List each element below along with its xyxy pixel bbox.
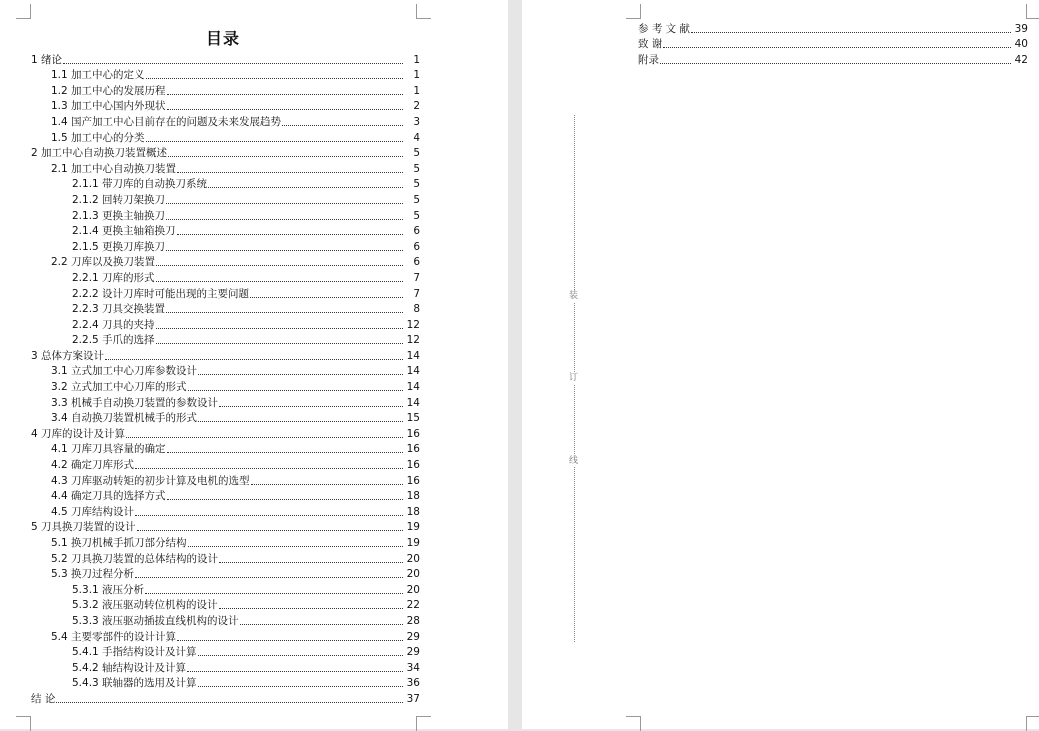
toc-entry[interactable] [638, 51, 1028, 67]
toc-entry-page-number: 14 [406, 349, 420, 362]
crop-mark-top-left [16, 4, 31, 19]
toc-entry-page-number: 37 [406, 692, 420, 705]
toc-entry-page-number: 1 [413, 69, 420, 82]
toc-entry[interactable] [0, 581, 420, 597]
dot-leader [156, 343, 403, 344]
toc-entry-label: 5.2 刀具换刀装置的总体结构的设计 [51, 552, 219, 565]
toc-entry[interactable] [0, 254, 420, 270]
toc-entry[interactable] [0, 347, 420, 363]
toc-entry-page-number: 15 [406, 412, 420, 425]
toc-entry[interactable] [0, 425, 420, 441]
toc-entry-page-number: 1 [413, 84, 420, 97]
dot-leader [105, 359, 403, 360]
toc-entry[interactable] [0, 301, 420, 317]
toc-entry[interactable] [0, 51, 420, 67]
toc-entry-page-number: 2 [413, 100, 420, 113]
dot-leader [198, 655, 403, 656]
toc-entry-label: 2 加工中心自动换刀装置概述 [31, 147, 168, 160]
toc-entry-label: 2.1.4 更换主轴箱换刀 [72, 225, 176, 238]
toc-entry-page-number: 16 [406, 443, 420, 456]
dot-leader [167, 452, 403, 453]
dot-leader [137, 530, 403, 531]
dot-leader [177, 640, 403, 641]
toc-entry[interactable] [0, 82, 420, 98]
left-page [0, 0, 508, 729]
dot-leader [156, 265, 403, 266]
toc-entry[interactable] [0, 145, 420, 161]
toc-entry-label: 2.1.2 回转刀架换刀 [72, 193, 166, 206]
toc-entry-label: 结 论 [31, 692, 56, 705]
toc-entry-page-number: 42 [1014, 53, 1028, 66]
toc-entry-label: 5.4 主要零部件的设计计算 [51, 630, 177, 643]
toc-entry[interactable] [0, 363, 420, 379]
toc-entry-page-number: 20 [406, 583, 420, 596]
toc-entry[interactable] [0, 472, 420, 488]
toc-entry[interactable] [0, 191, 420, 207]
toc-entry[interactable] [0, 456, 420, 472]
toc-entry-label: 4.5 刀库结构设计 [51, 505, 135, 518]
binding-mark-ding: 订 [569, 373, 579, 383]
toc-entry-label: 4.3 刀库驱动转矩的初步计算及电机的选型 [51, 474, 250, 487]
toc-entry-page-number: 12 [406, 318, 420, 331]
dot-leader [146, 141, 403, 142]
toc-entry-label: 1.1 加工中心的定义 [51, 69, 145, 82]
toc-entry-page-number: 22 [406, 599, 420, 612]
toc-entry[interactable] [0, 410, 420, 426]
toc-entry-page-number: 34 [406, 661, 420, 674]
toc-entry-page-number: 20 [406, 568, 420, 581]
toc-entry-label: 5.1 换刀机械手抓刀部分结构 [51, 537, 187, 549]
dot-leader [188, 390, 403, 391]
toc-entry[interactable] [0, 98, 420, 114]
toc-list-continued [638, 20, 1028, 67]
toc-entry-label: 1.4 国产加工中心目前存在的问题及未来发展趋势 [51, 115, 282, 128]
dot-leader [56, 702, 403, 703]
toc-entry-label: 5.3.2 液压驱动转位机构的设计 [72, 599, 218, 612]
toc-entry-page-number: 14 [406, 396, 420, 409]
dot-leader [208, 187, 403, 188]
toc-entry-label: 2.2.3 刀具交换装置 [72, 303, 166, 316]
toc-entry-label: 5.3 换刀过程分析 [51, 568, 135, 581]
toc-entry-page-number: 18 [406, 505, 420, 518]
dot-leader [198, 374, 403, 375]
dot-leader [663, 47, 1011, 48]
toc-entry-page-number: 5 [413, 178, 420, 191]
toc-entry[interactable] [638, 36, 1028, 52]
crop-mark-top-right [416, 4, 431, 19]
toc-entry-page-number: 4 [413, 131, 420, 144]
toc-entry-label: 4.1 刀库刀具容量的确定 [51, 443, 166, 456]
toc-entry[interactable] [0, 503, 420, 519]
toc-entry[interactable] [0, 207, 420, 223]
toc-entry-label: 3 总体方案设计 [31, 349, 105, 362]
toc-entry[interactable] [0, 628, 420, 644]
toc-entry[interactable] [0, 285, 420, 301]
toc-entry[interactable] [0, 269, 420, 285]
dot-leader [156, 281, 403, 282]
toc-entry-label: 5.3.3 液压驱动插拔直线机构的设计 [72, 614, 239, 627]
toc-entry-label: 2.2.5 手爪的选择 [72, 334, 155, 347]
dot-leader [251, 484, 403, 485]
toc-entry-page-number: 18 [406, 490, 420, 503]
dot-leader [135, 515, 403, 516]
dot-leader [177, 234, 403, 235]
toc-entry-page-number: 6 [413, 256, 420, 269]
dot-leader [135, 468, 403, 469]
toc-entry-label: 5.3.1 液压分析 [72, 583, 145, 596]
dot-leader [198, 421, 403, 422]
toc-entry-label: 1.5 加工中心的分类 [51, 131, 145, 144]
toc-entry[interactable] [0, 488, 420, 504]
dot-leader [167, 499, 403, 500]
toc-entry[interactable] [0, 675, 420, 691]
toc-entry-page-number: 16 [406, 427, 420, 440]
toc-entry-page-number: 19 [406, 521, 420, 534]
dot-leader [166, 219, 403, 220]
dot-leader [660, 63, 1011, 64]
toc-entry[interactable] [0, 597, 420, 613]
toc-entry-page-number: 29 [406, 646, 420, 659]
toc-entry-label: 1.2 加工中心的发展历程 [51, 84, 166, 97]
toc-entry-page-number: 19 [406, 537, 420, 549]
dot-leader [187, 671, 403, 672]
toc-entry[interactable] [0, 659, 420, 675]
toc-entry-label: 2.2 刀库以及换刀装置 [51, 256, 156, 269]
toc-entry-page-number: 5 [413, 162, 420, 175]
toc-entry-label: 3.2 立式加工中心刀库的形式 [51, 381, 187, 394]
dot-leader [126, 437, 403, 438]
binding-mark-zhuang: 装 [569, 291, 579, 301]
toc-entry-label: 2.1.3 更换主轴换刀 [72, 209, 166, 222]
toc-entry-label: 致 谢 [638, 38, 663, 51]
dot-leader [166, 312, 403, 313]
binding-mark-xian: 线 [569, 456, 579, 466]
toc-entry-label: 5.4.2 轴结构设计及计算 [72, 661, 187, 674]
toc-entry[interactable] [0, 550, 420, 566]
toc-entry-page-number: 39 [1014, 22, 1028, 35]
toc-entry-page-number: 1 [413, 53, 420, 66]
toc-entry-label: 2.2.1 刀库的形式 [72, 271, 155, 284]
dot-leader [156, 328, 403, 329]
toc-entry[interactable] [0, 176, 420, 192]
dot-leader [167, 109, 403, 110]
toc-entry-page-number: 29 [406, 630, 420, 643]
toc-entry-label: 3.1 立式加工中心刀库参数设计 [51, 365, 198, 378]
toc-entry-label: 1.3 加工中心国内外现状 [51, 100, 166, 113]
toc-title: 目录 [205, 29, 240, 48]
toc-entry-label: 附录 [638, 53, 659, 66]
toc-entry-label: 5.4.3 联轴器的选用及计算 [72, 677, 197, 690]
toc-entry-page-number: 5 [413, 193, 420, 206]
toc-entry[interactable] [0, 612, 420, 628]
toc-entry-page-number: 14 [406, 381, 420, 394]
toc-entry-page-number: 7 [413, 287, 420, 300]
toc-entry[interactable] [0, 394, 420, 410]
toc-entry-page-number: 3 [413, 115, 420, 128]
dot-leader [250, 297, 403, 298]
toc-entry[interactable] [0, 441, 420, 457]
toc-entry-page-number: 8 [413, 303, 420, 316]
toc-entry-label: 2.2.2 设计刀库时可能出现的主要问题 [72, 287, 250, 300]
toc-entry-label: 5 刀具换刀装置的设计 [31, 521, 136, 534]
toc-entry-label: 2.1.5 更换刀库换刀 [72, 240, 166, 253]
crop-mark-top-left [626, 4, 641, 19]
dot-leader [219, 562, 403, 563]
toc-entry[interactable] [0, 67, 420, 83]
dot-leader [219, 608, 403, 609]
toc-entry-label: 2.1 加工中心自动换刀装置 [51, 162, 177, 175]
dot-leader [282, 125, 403, 126]
toc-entry[interactable] [0, 644, 420, 660]
toc-entry[interactable] [0, 129, 420, 145]
toc-entry-page-number: 6 [413, 225, 420, 238]
toc-entry-page-number: 16 [406, 459, 420, 472]
dot-leader [219, 406, 403, 407]
right-page [522, 0, 1039, 729]
toc-list [0, 51, 420, 706]
toc-entry-page-number: 7 [413, 271, 420, 284]
toc-entry[interactable] [0, 378, 420, 394]
toc-entry-label: 4.2 确定刀库形式 [51, 459, 135, 472]
toc-entry-label: 参 考 文 献 [638, 22, 691, 35]
toc-entry-page-number: 40 [1014, 38, 1028, 51]
toc-entry-page-number: 14 [406, 365, 420, 378]
dot-leader [691, 32, 1011, 33]
dot-leader [188, 546, 403, 547]
toc-entry-label: 2.1.1 带刀库的自动换刀系统 [72, 178, 208, 191]
toc-entry-page-number: 16 [406, 474, 420, 487]
toc-entry-label: 4 刀库的设计及计算 [31, 427, 126, 440]
toc-entry-page-number: 5 [413, 209, 420, 222]
dot-leader [168, 156, 403, 157]
dot-leader [135, 577, 403, 578]
dot-leader [167, 94, 403, 95]
toc-entry[interactable] [0, 534, 420, 550]
dot-leader [240, 624, 403, 625]
toc-entry-label: 2.2.4 刀具的夹持 [72, 318, 155, 331]
dot-leader [166, 203, 403, 204]
toc-entry-page-number: 28 [406, 614, 420, 627]
toc-entry-label: 5.4.1 手指结构设计及计算 [72, 646, 197, 659]
toc-entry[interactable] [0, 332, 420, 348]
toc-entry[interactable] [638, 20, 1028, 36]
toc-entry-label: 3.3 机械手自动换刀装置的参数设计 [51, 396, 219, 409]
toc-entry-page-number: 20 [406, 552, 420, 565]
toc-entry-page-number: 36 [406, 677, 420, 690]
toc-entry-label: 4.4 确定刀具的选择方式 [51, 490, 166, 503]
toc-entry[interactable] [0, 566, 420, 582]
toc-entry[interactable] [0, 113, 420, 129]
toc-entry-label: 1 绪论 [31, 53, 63, 66]
toc-entry[interactable] [0, 690, 420, 706]
toc-entry[interactable] [0, 223, 420, 239]
dot-leader [146, 78, 403, 79]
toc-entry-page-number: 5 [413, 147, 420, 160]
toc-entry-label: 3.4 自动换刀装置机械手的形式 [51, 412, 198, 425]
toc-entry-page-number: 12 [406, 334, 420, 347]
dot-leader [63, 63, 403, 64]
dot-leader [145, 593, 403, 594]
toc-entry[interactable] [0, 238, 420, 254]
crop-mark-top-right [1026, 4, 1039, 19]
toc-entry-page-number: 6 [413, 240, 420, 253]
dot-leader [198, 686, 403, 687]
dot-leader [166, 250, 403, 251]
dot-leader [177, 172, 403, 173]
toc-entry[interactable] [0, 316, 420, 332]
toc-entry[interactable] [0, 160, 420, 176]
toc-entry[interactable] [0, 519, 420, 535]
